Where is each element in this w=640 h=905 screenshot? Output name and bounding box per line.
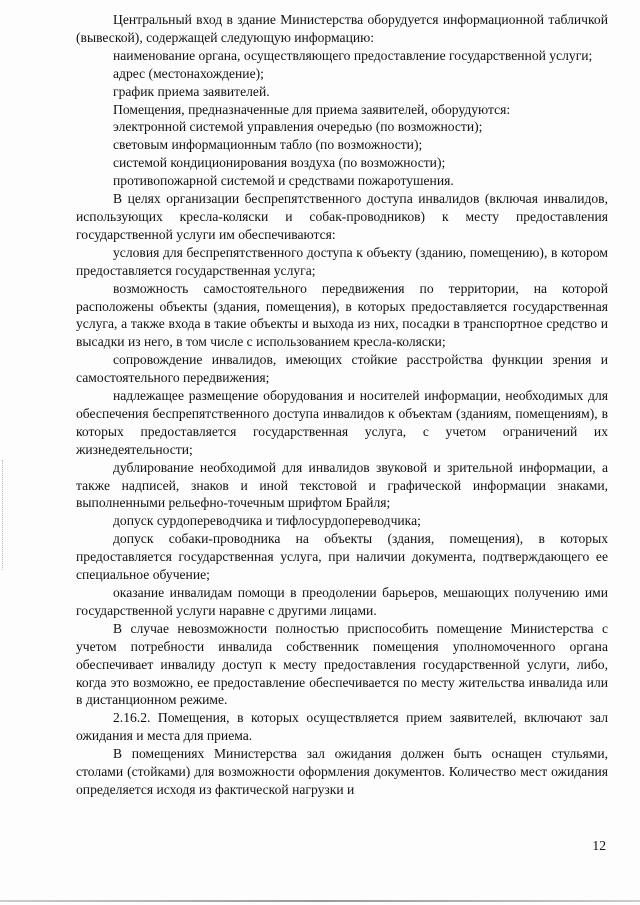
paragraph: возможность самостоятельного передвижения по территории, на которой расположены объекты (здания, помещения), в которых предоставляется государственная услуга, а также входа в такие объекты и выхода из них, посадки в транспортное средство и высадки из него, в том числе с использованием кресла-коляски; (76, 280, 608, 350)
paragraph: 2.16.2. Помещения, в которых осуществляется прием заявителей, включают зал ожидания и места для приема. (76, 710, 608, 744)
document-body (76, 11, 608, 799)
page-number: 12 (592, 838, 606, 853)
paragraph: допуск сурдопереводчика и тифлосурдопереводчика; (113, 513, 421, 529)
paragraph: Помещения, предназначенные для приема заявителей, оборудуются: (113, 101, 511, 117)
paragraph: сопровождение инвалидов, имеющих стойкие расстройства функции зрения и самостоятельного передвижения; (76, 352, 608, 386)
paragraph: условия для беспрепятственного доступа к объекту (зданию, помещению), в котором предоставляется государственная услуга; (76, 244, 608, 278)
paragraph: адрес (местонахождение); (113, 65, 264, 81)
paragraph: В целях организации беспрепятственного доступа инвалидов (включая инвалидов, использующих кресла-коляски и собак-проводников) к месту предоставления государственной услуги им обеспечиваются: (76, 191, 608, 242)
scan-edge-marks (2, 460, 5, 570)
scan-bottom-edge (0, 900, 640, 902)
paragraph: системой кондиционирования воздуха (по возможности); (113, 155, 446, 171)
paragraph: В помещениях Министерства зал ожидания должен быть оснащен стульями, столами (стойками) для возможности оформления документов. Количество мест ожидания определяется исходя из фактической нагрузки и (76, 746, 608, 797)
paragraph: электронной системой управления очередью (по возможности); (113, 119, 483, 135)
paragraph: Центральный вход в здание Министерства оборудуется информационной табличкой (вывеской), содержащей следующую информацию: (76, 12, 608, 45)
paragraph: оказание инвалидам помощи в преодолении барьеров, мешающих получению ими государственной услуги наравне с другими лицами. (76, 585, 608, 618)
paragraph: допуск собаки-проводника на объекты (здания, помещения), в которых предоставляется государственная услуга, при наличии документа, подтверждающего ее специальное обучение; (76, 531, 608, 583)
paragraph: график приема заявителей. (113, 83, 270, 99)
paragraph: надлежащее размещение оборудования и носителей информации, необходимых для обеспечения беспрепятственного доступа инвалидов к объектам (зданиям, помещениям), в которых предоставляется государственная услуга, с учетом ограничений их жизнедеятельности; (76, 388, 608, 457)
paragraph: противопожарной системой и средствами пожаротушения. (113, 173, 454, 189)
paragraph: световым информационным табло (по возможности); (113, 137, 423, 153)
paragraph: наименование органа, осуществляющего предоставление государственной услуги; (113, 47, 593, 63)
paragraph: В случае невозможности полностью приспособить помещение Министерства с учетом потребности инвалида собственник помещения уполномоченного органа обеспечивает инвалиду доступ к месту предоставления государственной услуги, либо, когда это возможно, ее предоставление обеспечивается по месту жительства инвалида или в дистанционном режиме. (76, 620, 608, 708)
paragraph: дублирование необходимой для инвалидов звуковой и зрительной информации, а также надписей, знаков и иной текстовой и графической информации знаками, выполненными рельефно-точечным шрифтом Брайля; (76, 459, 608, 511)
